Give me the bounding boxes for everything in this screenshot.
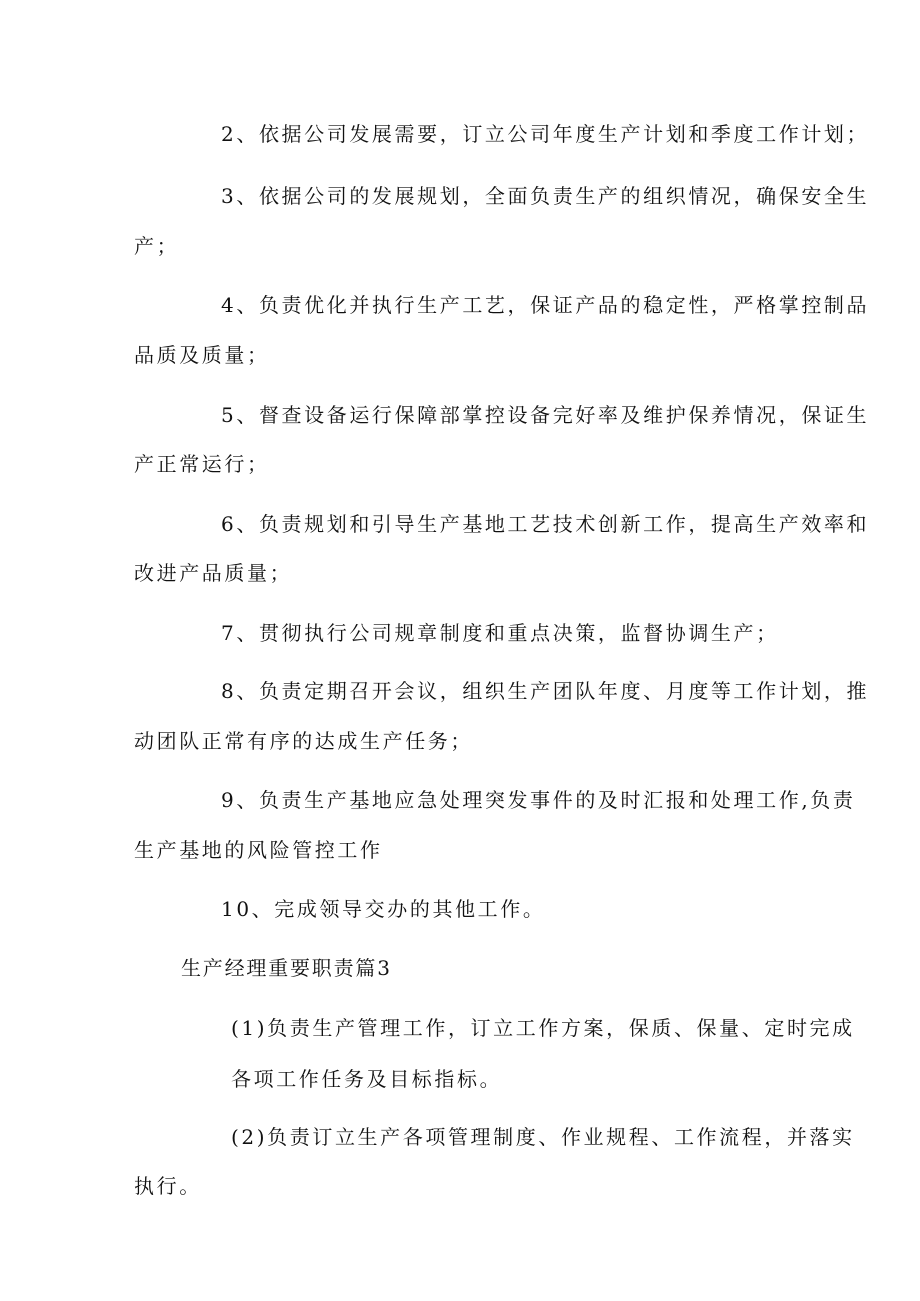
section-heading: 生产经理重要职责篇3 [181,956,392,980]
sub-item-2-line-1: (2)负责订立生产各项管理制度、作业规程、工作流程，并落实 [231,1125,855,1149]
sub-item-1-line-2: 各项工作任务及目标指标。 [231,1067,503,1091]
item-8-line-2: 动团队正常有序的达成生产任务； [134,729,473,753]
item-5-line-2: 产正常运行； [134,452,270,476]
item-8-line-1: 8、负责定期召开会议，组织生产团队年度、月度等工作计划，推 [221,679,870,703]
sub-item-1-line-1: (1)负责生产管理工作，订立工作方案，保质、保量、定时完成 [231,1016,855,1040]
item-4-line-2: 品质及质量； [134,343,270,367]
item-3-line-2: 产； [134,234,180,258]
item-3-line-1: 3、依据公司的发展规划，全面负责生产的组织情况，确保安全生 [221,184,870,208]
item-5-line-1: 5、督查设备运行保障部掌控设备完好率及维护保养情况，保证生 [221,403,870,427]
item-9-line-1: 9、负责生产基地应急处理突发事件的及时汇报和处理工作,负责 [221,788,856,812]
item-2-line-1: 2、依据公司发展需要，订立公司年度生产计划和季度工作计划； [221,122,870,146]
item-6-line-2: 改进产品质量； [134,561,293,585]
item-9-line-2: 生产基地的风险管控工作 [134,838,383,862]
item-7-line-1: 7、贯彻执行公司规章制度和重点决策，监督协调生产； [221,621,779,645]
sub-item-2-line-2: 执行。 [134,1174,202,1198]
item-10-line-1: 10、完成领导交办的其他工作。 [221,897,546,921]
item-4-line-1: 4、负责优化并执行生产工艺，保证产品的稳定性，严格掌控制品 [221,293,870,317]
item-6-line-1: 6、负责规划和引导生产基地工艺技术创新工作，提高生产效率和 [221,512,870,536]
